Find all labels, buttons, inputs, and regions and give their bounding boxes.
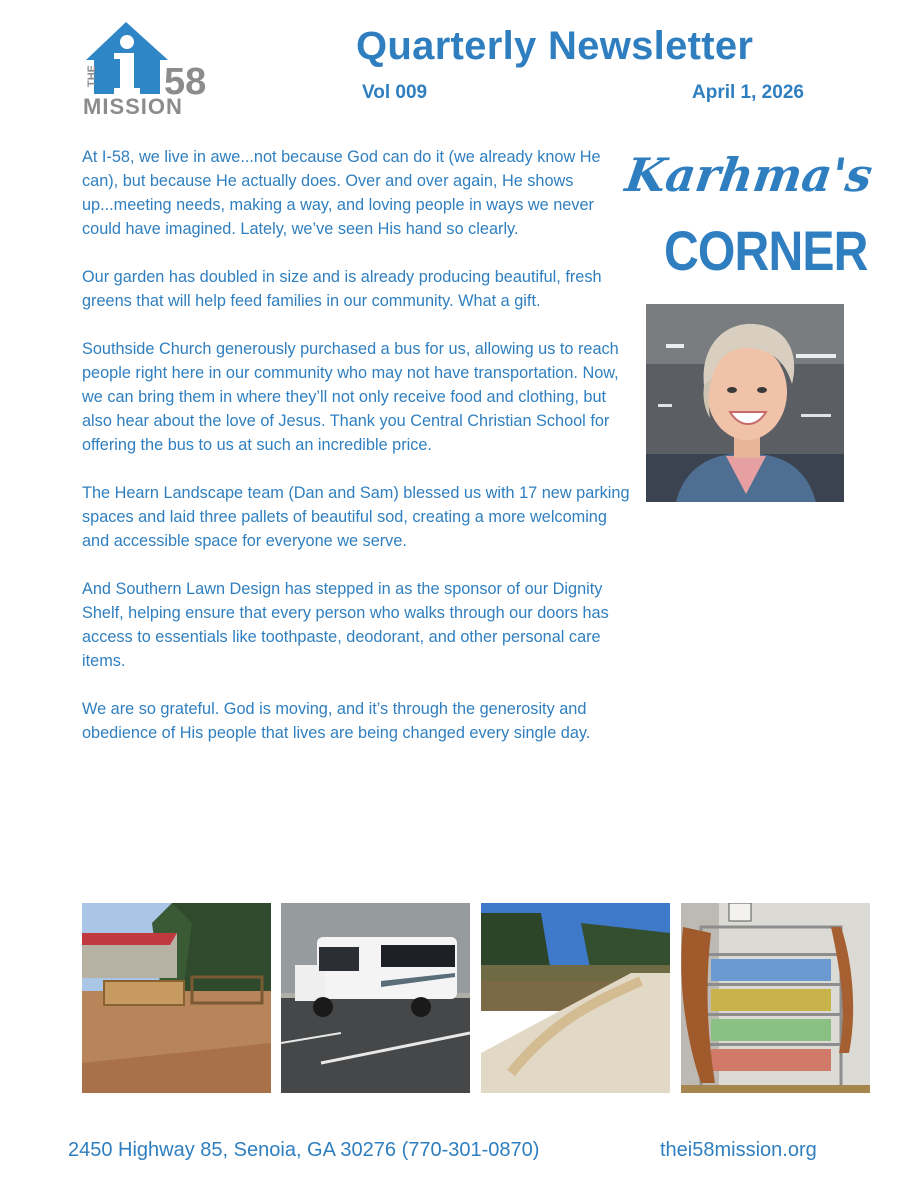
paragraph: And Southern Lawn Design has stepped in as the sponsor of our Dignity Shelf, helping ensure that every person who walks through our doors has access to essentials like toothpaste, deodorant, and other personal care items.: [82, 580, 609, 670]
photo-gallery: [82, 903, 870, 1093]
volume-number: Vol 009: [362, 82, 428, 103]
paragraph: Our garden has doubled in size and is already producing beautiful, fresh greens that will help feed families in our community. What a gift.: [82, 268, 602, 310]
corner-title: CORNER: [664, 219, 868, 282]
i58-mission-logo: [80, 20, 230, 118]
parking-sod-photo: [481, 903, 670, 1093]
newsletter-title: Quarterly Newsletter: [356, 24, 754, 68]
paragraph: At I-58, we live in awe...not because God can do it (we already know He can), but because He actually does. Over and over again, He shows up...meeting needs, making a way, and loving people in ways we never could have imagined. Lately, we’ve seen His hand so clearly.: [82, 148, 601, 238]
svg-text:58: 58: [164, 61, 207, 103]
footer-website-link[interactable]: thei58mission.org: [660, 1139, 817, 1161]
bus-photo: [281, 903, 470, 1093]
paragraph: Southside Church generously purchased a bus for us, allowing us to reach people right here in our community who may not have transportation. Now, we can bring them in where they’ll not only receive food and clothing, but also hear about the love of Jesus. Thank you Central Christian School for offering the bus to us at such an incredible price.: [82, 340, 619, 454]
karhma-portrait-photo: [646, 304, 844, 502]
paragraph: The Hearn Landscape team (Dan and Sam) blessed us with 17 new parking spaces and laid three pallets of beautiful sod, creating a more welcoming and accessible space for everyone we serve.: [82, 484, 630, 550]
paragraph: We are so grateful. God is moving, and it’s through the generosity and obedience of His people that lives are being changed every single day.: [82, 700, 591, 742]
newsletter-body: [82, 145, 630, 769]
issue-date: April 1, 2026: [692, 82, 804, 103]
dignity-shelf-photo: [681, 903, 870, 1093]
footer-address: 2450 Highway 85, Senoia, GA 30276 (770-301-0870): [68, 1139, 540, 1161]
svg-text:MISSION: MISSION: [83, 94, 183, 118]
svg-text:THE: THE: [86, 65, 98, 87]
corner-script-name: Karhma's: [622, 148, 876, 202]
garden-photo: [82, 903, 271, 1093]
